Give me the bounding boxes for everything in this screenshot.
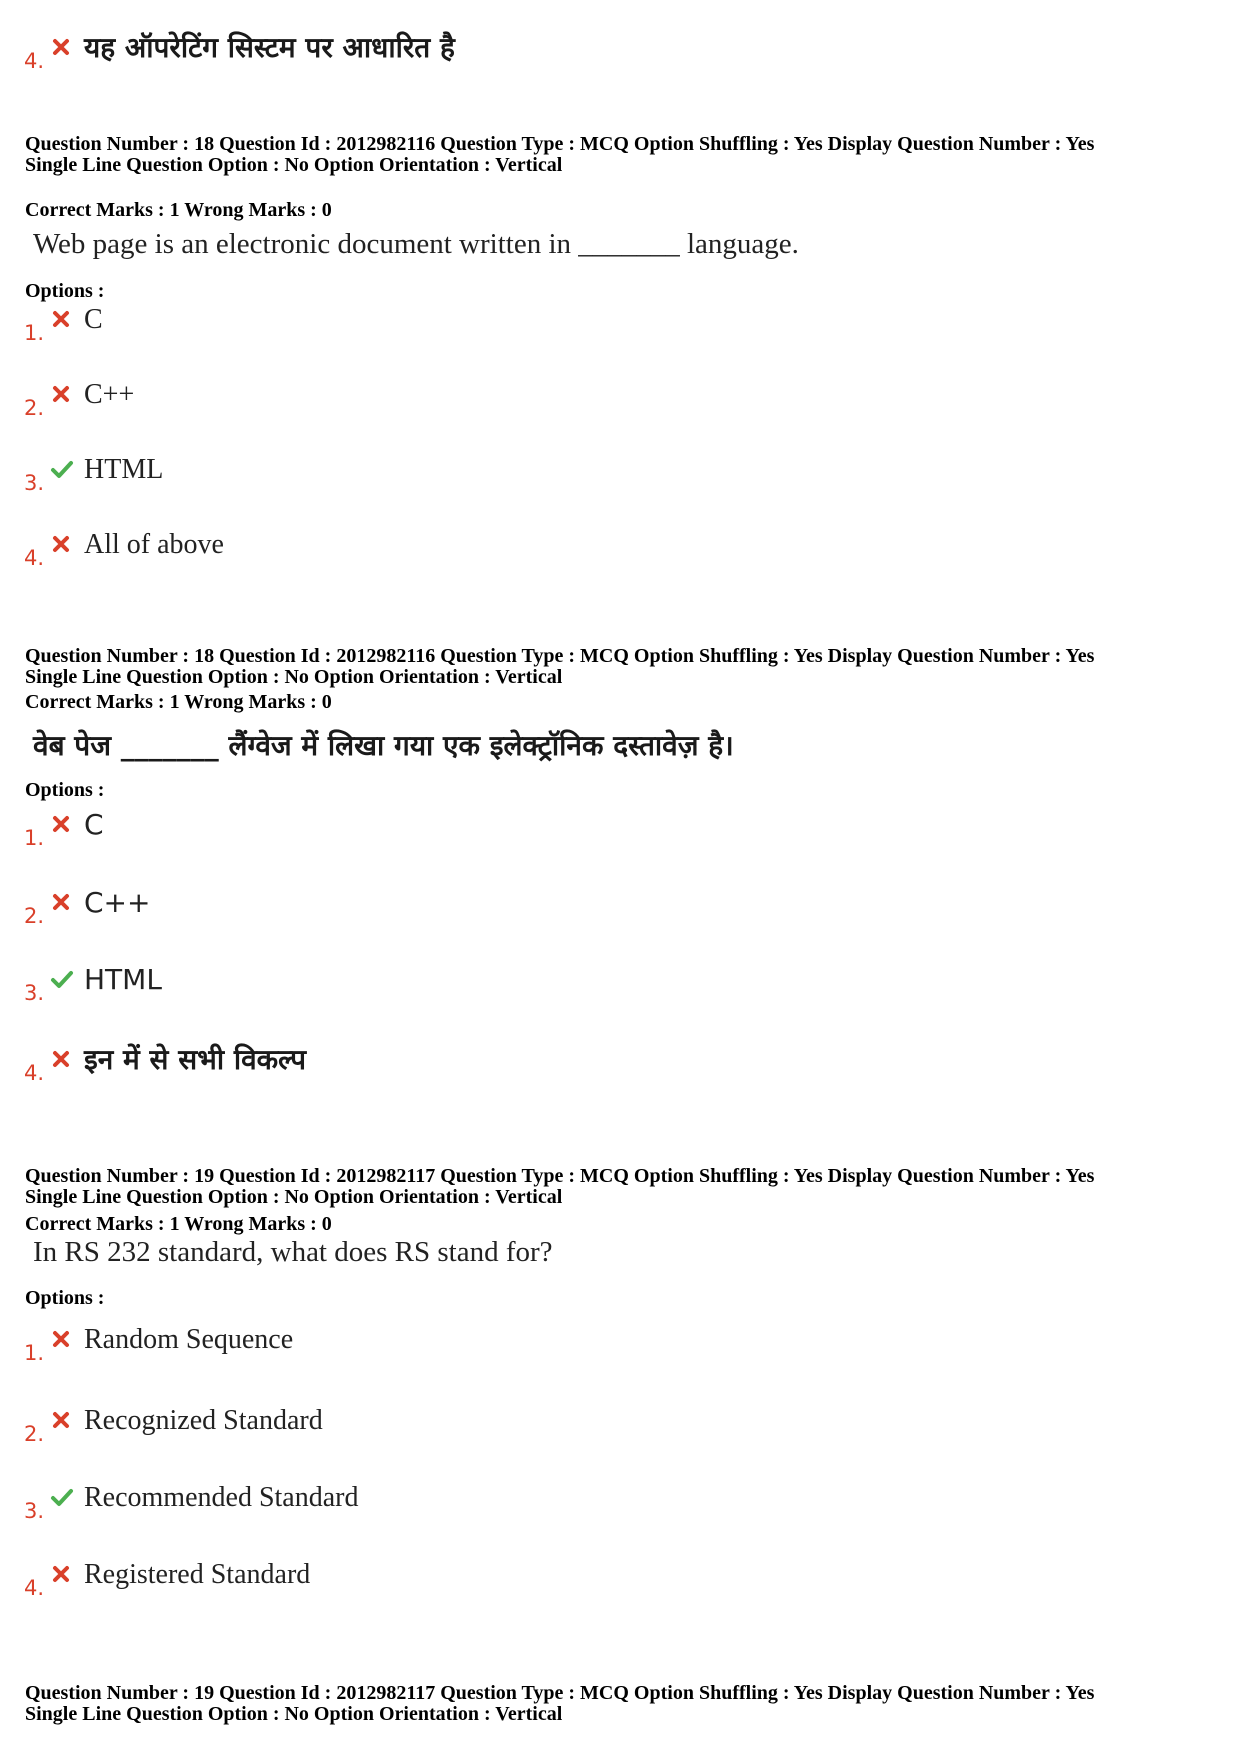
question-meta bbox=[25, 1166, 1094, 1208]
option-text: All of above bbox=[84, 529, 224, 560]
option-number: 1. bbox=[24, 826, 45, 850]
option-text: HTML bbox=[84, 454, 164, 485]
meta-line-2: Single Line Question Option : No Option Orientation : Vertical bbox=[25, 154, 563, 176]
option-text: Recognized Standard bbox=[84, 1405, 323, 1436]
wrong-mark-icon bbox=[50, 813, 76, 837]
wrong-mark-icon bbox=[50, 308, 76, 332]
option-number: 4. bbox=[24, 1576, 45, 1600]
meta-line-1: Question Number : 19 Question Id : 2012982117 Question Type : MCQ Option Shuffling : Yes Display Question Number : Yes bbox=[25, 1165, 1095, 1187]
meta-line-1: Question Number : 19 Question Id : 2012982117 Question Type : MCQ Option Shuffling : Yes Display Question Number : Yes bbox=[25, 1682, 1095, 1704]
marks-line: Correct Marks : 1 Wrong Marks : 0 bbox=[25, 199, 332, 221]
option-text: Registered Standard bbox=[84, 1559, 311, 1590]
question-text: Web page is an electronic document written in _______ language. bbox=[33, 228, 799, 260]
meta-line-1: Question Number : 18 Question Id : 2012982116 Question Type : MCQ Option Shuffling : Yes Display Question Number : Yes bbox=[25, 133, 1095, 155]
wrong-mark-icon bbox=[50, 533, 76, 557]
option-row bbox=[24, 450, 164, 495]
correct-check-icon bbox=[50, 968, 76, 992]
question-text: वेब पेज _______ लैंग्वेज में लिखा गया एक इलेक्ट्रॉनिक दस्तावेज़ है। bbox=[33, 729, 734, 762]
option-number: 2. bbox=[24, 1422, 45, 1446]
option-text: C++ bbox=[84, 886, 151, 919]
option-row bbox=[24, 1040, 307, 1085]
wrong-mark-icon bbox=[50, 1563, 76, 1587]
wrong-mark-icon bbox=[50, 383, 76, 407]
option-number: 1. bbox=[24, 321, 45, 345]
option-text: यह ऑपरेटिंग सिस्टम पर आधारित है bbox=[84, 31, 455, 64]
option-text: Random Sequence bbox=[84, 1324, 294, 1355]
option-row bbox=[24, 375, 135, 420]
option-row bbox=[24, 805, 104, 850]
option-number: 4. bbox=[24, 49, 45, 73]
options-label: Options : bbox=[25, 779, 105, 801]
option-number: 4. bbox=[24, 546, 45, 570]
option-text: C bbox=[84, 304, 103, 335]
option-number: 4. bbox=[24, 1061, 45, 1085]
option-number: 1. bbox=[24, 1341, 45, 1365]
option-number: 3. bbox=[24, 1499, 45, 1523]
wrong-mark-icon bbox=[50, 36, 76, 60]
option-row bbox=[24, 1555, 311, 1600]
question-meta bbox=[25, 1683, 1094, 1725]
wrong-mark-icon bbox=[50, 1048, 76, 1072]
meta-line-2: Single Line Question Option : No Option Orientation : Vertical bbox=[25, 1186, 563, 1208]
option-text: इन में से सभी विकल्प bbox=[84, 1043, 307, 1076]
option-text: C++ bbox=[84, 379, 135, 410]
option-row bbox=[24, 883, 151, 928]
correct-check-icon bbox=[50, 458, 76, 482]
options-label: Options : bbox=[25, 1287, 105, 1309]
option-number: 3. bbox=[24, 471, 45, 495]
marks-line: Correct Marks : 1 Wrong Marks : 0 bbox=[25, 691, 332, 713]
meta-line-2: Single Line Question Option : No Option Orientation : Vertical bbox=[25, 666, 563, 688]
option-row bbox=[24, 1478, 359, 1523]
option-row bbox=[24, 28, 455, 73]
option-row bbox=[24, 525, 224, 570]
option-number: 2. bbox=[24, 904, 45, 928]
question-text: In RS 232 standard, what does RS stand for? bbox=[33, 1236, 553, 1268]
option-row bbox=[24, 1401, 323, 1446]
correct-check-icon bbox=[50, 1486, 76, 1510]
question-meta bbox=[25, 134, 1094, 176]
wrong-mark-icon bbox=[50, 1409, 76, 1433]
marks-line: Correct Marks : 1 Wrong Marks : 0 bbox=[25, 1213, 332, 1235]
meta-line-1: Question Number : 18 Question Id : 2012982116 Question Type : MCQ Option Shuffling : Yes Display Question Number : Yes bbox=[25, 645, 1095, 667]
wrong-mark-icon bbox=[50, 891, 76, 915]
option-number: 2. bbox=[24, 396, 45, 420]
option-number: 3. bbox=[24, 981, 45, 1005]
option-text: C bbox=[84, 808, 104, 841]
meta-line-2: Single Line Question Option : No Option Orientation : Vertical bbox=[25, 1703, 563, 1725]
option-text: Recommended Standard bbox=[84, 1482, 359, 1513]
options-label: Options : bbox=[25, 280, 105, 302]
question-meta bbox=[25, 646, 1094, 688]
wrong-mark-icon bbox=[50, 1328, 76, 1352]
option-text: HTML bbox=[84, 963, 162, 996]
option-row bbox=[24, 960, 162, 1005]
option-row bbox=[24, 300, 103, 345]
option-row bbox=[24, 1320, 294, 1365]
